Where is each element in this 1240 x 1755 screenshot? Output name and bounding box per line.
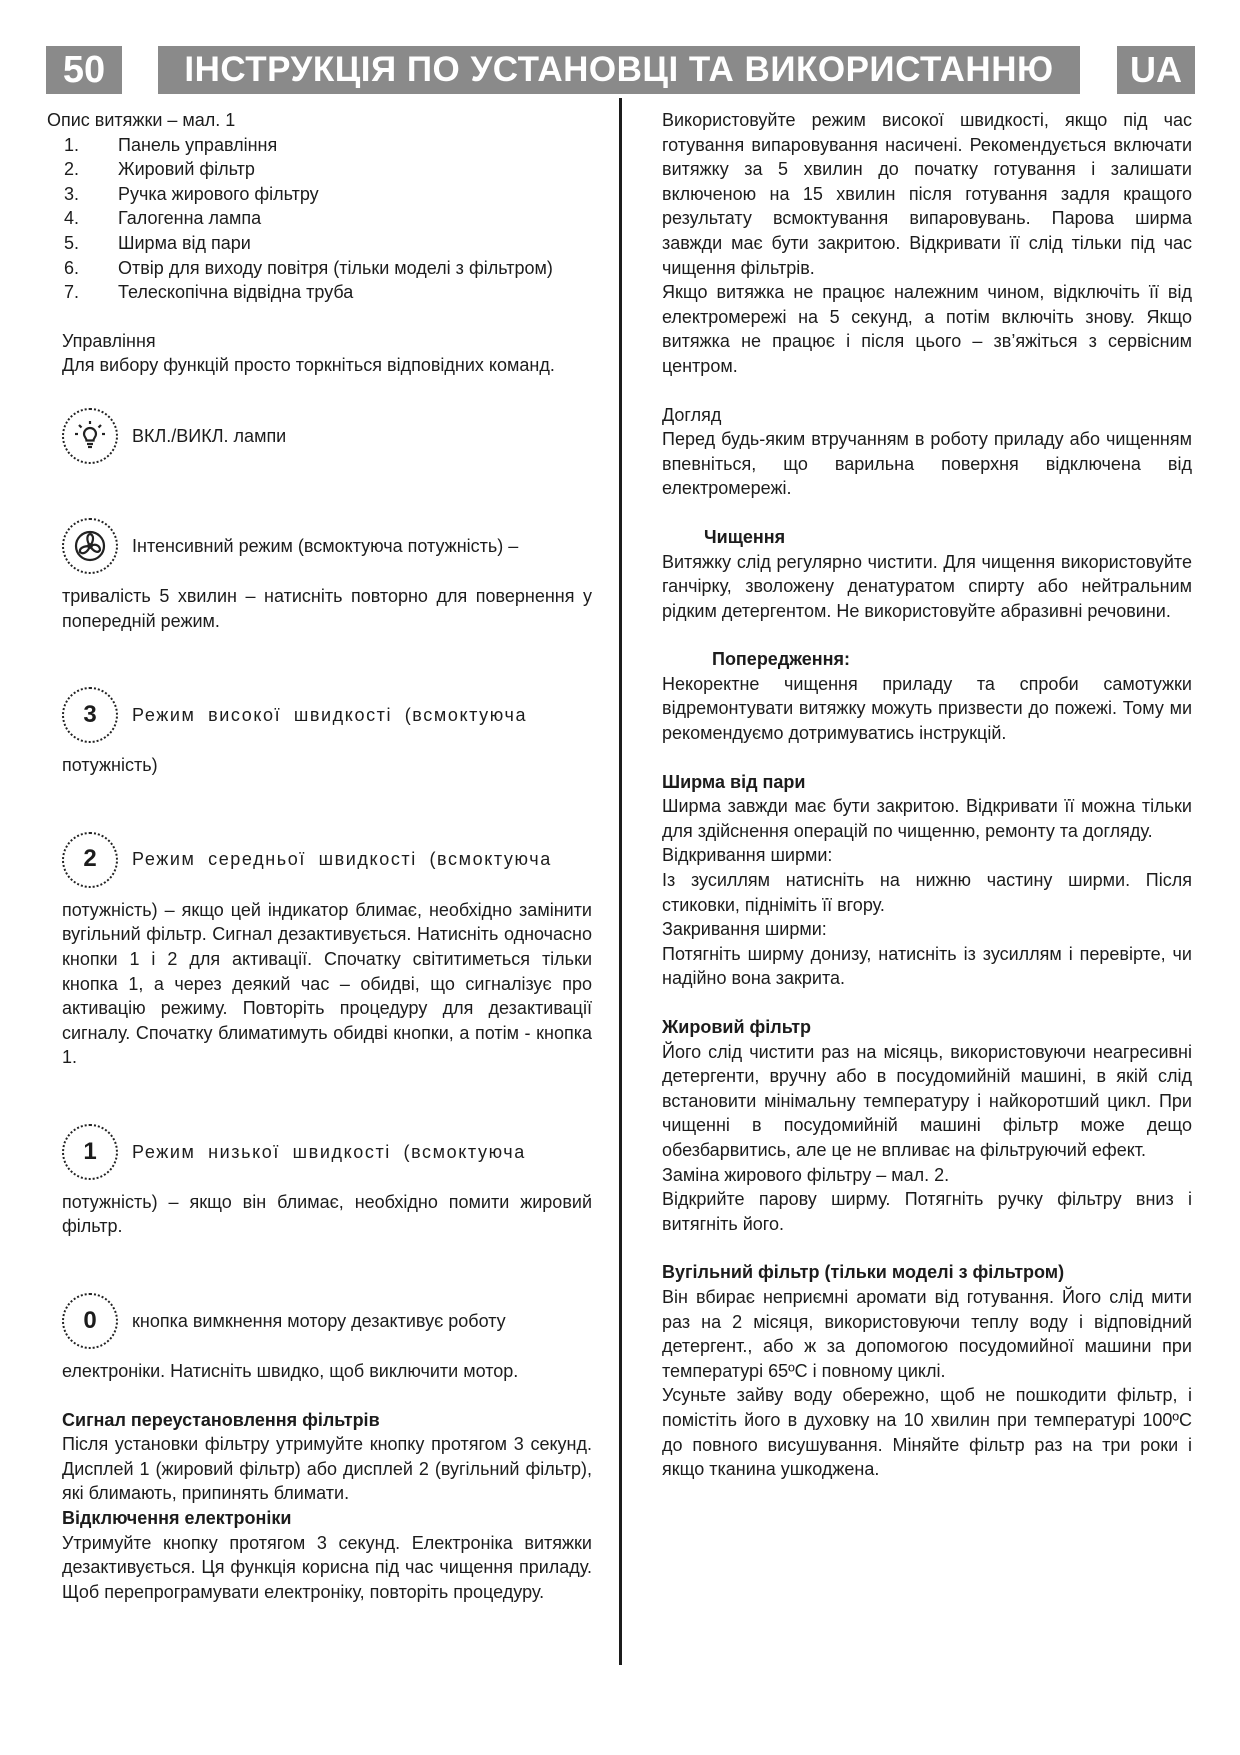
care-title: Догляд xyxy=(662,404,722,425)
item-text: Галогенна лампа xyxy=(118,208,262,229)
electronics-off-title: Відключення електроніки xyxy=(62,1508,292,1529)
warning-text: Некоректне чищення приладу та спроби самотужки відремонтувати витяжку можуть призвести до пожежі. Тому ми рекомендуємо дотримуватись інструкцій. xyxy=(662,673,1192,744)
grease-filter-text: Його слід чистити раз на місяць, використовуючи неагресивні детергенти, вручну або в посудомийній машині, в якій слід встановити мінімальну температуру і найкоротший цикл. При чищенні в посудомийній машині фільтр може дещо обезбарвитись, але це не впливає на фільтруючий ефект. xyxy=(662,1041,1192,1160)
carbon-filter-text-2: Усуньте зайву воду обережно, щоб не пошкодити фільтр, і помістіть його в духовку на 10 хвилин при температурі 100ºC до повного висушування. Міняйте фільтр раз на три роки і якщо тканина ушкоджена. xyxy=(662,1385,1192,1480)
lamp-control xyxy=(62,408,592,464)
list-item xyxy=(62,133,592,158)
speed-1-label: Режим низької швидкості (всмоктуюча xyxy=(132,1141,526,1162)
filter-reset-title: Сигнал переустановлення фільтрів xyxy=(62,1409,380,1430)
speed-1-control xyxy=(62,1124,592,1180)
item-number: 2. xyxy=(64,159,80,180)
screen-close-title: Закривання ширми: xyxy=(662,919,827,940)
lamp-label: ВКЛ./ВИКЛ. лампи xyxy=(132,425,287,446)
lamp-icon xyxy=(62,408,118,464)
item-text: Телескопічна відвідна труба xyxy=(118,282,354,303)
screen-open-title: Відкривання ширми: xyxy=(662,845,833,866)
button-2-icon: 2 xyxy=(62,832,118,888)
speed-2-control xyxy=(62,832,592,888)
carbon-filter-title: Вугільний фільтр (тільки моделі з фільтром) xyxy=(662,1262,1065,1283)
item-number: 7. xyxy=(64,282,80,303)
intensive-description: тривалість 5 хвилин – натисніть повторно для повернення у попередній режим. xyxy=(62,585,592,631)
item-text: Жировий фільтр xyxy=(118,159,255,180)
filter-replace-text: Відкрийте парову ширму. Потягніть ручку фільтру вниз і витягніть його. xyxy=(662,1189,1192,1234)
speed-1-description: потужність) – якщо він блимає, необхідно помити жировий фільтр. xyxy=(62,1191,592,1237)
steam-screen-title: Ширма від пари xyxy=(662,771,806,792)
speed-3-description: потужність) xyxy=(62,755,158,776)
left-column xyxy=(47,108,592,1604)
parts-list xyxy=(62,133,592,305)
item-text: Панель управління xyxy=(118,134,278,155)
right-column xyxy=(662,108,1192,1482)
speed-2-description: потужність) – якщо цей індикатор блимає, необхідно замінити вугільний фільтр. Сигнал дезактивується. Натисніть одночасно кнопки 1 і 2 для активації. Спочатку світитиметься тільки кнопка 1, а через деякий час – обидві, що сигналізує про активацію режиму. Повторіть процедуру для дезактивації сигналу. Спочатку блиматимуть обидві кнопки, а потім - кнопка 1. xyxy=(62,899,592,1068)
carbon-filter-text: Він вбирає неприємні аромати від готування. Його слід мити раз на 2 місяця, використовуючи теплу воду і відповідний детергент., або ж за допомогою посудомийної машини при температурі 65ºC і повному циклі. xyxy=(662,1286,1192,1381)
list-item xyxy=(62,231,592,256)
care-text: Перед будь-яким втручанням в роботу приладу або чищенням впевніться, що варильна поверхня відключена від електромережі. xyxy=(662,429,1192,499)
grease-filter-title: Жировий фільтр xyxy=(662,1017,812,1037)
button-3-icon: 3 xyxy=(62,687,118,743)
steam-screen-text: Ширма завжди має бути закритою. Відкривати її можна тільки для здійснення операцій по чищенню, ремонту та догляду. xyxy=(662,796,1192,841)
motor-off-description: електроніки. Натисніть швидко, щоб виключити мотор. xyxy=(62,1361,519,1382)
language-badge: UA xyxy=(1117,46,1195,94)
list-item xyxy=(62,206,592,231)
intensive-label: Інтенсивний режим (всмоктуюча потужність) – xyxy=(132,535,519,556)
description-title: Опис витяжки – мал. 1 xyxy=(47,110,236,130)
cleaning-title: Чищення xyxy=(704,526,786,547)
item-number: 6. xyxy=(64,257,80,278)
page-title: ІНСТРУКЦІЯ ПО УСТАНОВЦІ ТА ВИКОРИСТАННЮ xyxy=(158,46,1080,94)
warning-title: Попередження: xyxy=(712,649,851,670)
filter-reset-text: Після установки фільтру утримуйте кнопку протягом 3 секунд. Дисплей 1 (жировий фільтр) або дисплей 2 (вугільний фільтр), які блимають, припинять блимати. xyxy=(62,1434,592,1504)
troubleshoot-paragraph: Якщо витяжка не працює належним чином, відключіть її від електромережі на 5 секунд, а потім включіть знову. Якщо витяжка не працює і після цього – зв’яжіться з сервісним центром. xyxy=(662,282,1192,376)
screen-open-text: Із зусиллям натисніть на нижню частину ширми. Після стиковки, підніміть її вгору. xyxy=(662,870,1192,915)
item-number: 3. xyxy=(64,183,80,204)
speed-3-control xyxy=(62,687,592,743)
item-text: Ширма від пари xyxy=(118,232,251,253)
electronics-off-text: Утримуйте кнопку протягом 3 секунд. Електроніка витяжки дезактивується. Ця функція корисна під час чищення приладу. Щоб перепрограмувати електроніку, повторіть процедуру. xyxy=(62,1532,592,1602)
list-item xyxy=(62,280,592,305)
control-title: Управління xyxy=(62,330,156,351)
control-text: Для вибору функцій просто торкніться відповідних команд. xyxy=(62,355,555,376)
cleaning-text: Витяжку слід регулярно чистити. Для чищення використовуйте ганчірку, зволожену денатуратом спирту або нейтральним рідким детергентом. Не використовуйте абразивні речовини. xyxy=(662,551,1192,621)
filter-replace-title: Заміна жирового фільтру – мал. 2. xyxy=(662,1164,950,1185)
button-1-icon: 1 xyxy=(62,1124,118,1180)
motor-off-label: кнопка вимкнення мотору дезактивує роботу xyxy=(132,1310,506,1331)
speed-3-label: Режим високої швидкості (всмоктуюча xyxy=(132,704,528,725)
list-item xyxy=(62,157,592,182)
button-0-icon: 0 xyxy=(62,1293,118,1349)
motor-off-control xyxy=(62,1293,592,1349)
page-number: 50 xyxy=(46,46,122,94)
screen-close-text: Потягніть ширму донизу, натисніть із зусиллям і перевірте, чи надійно вона закрита. xyxy=(662,943,1192,989)
intensive-control xyxy=(62,518,592,574)
item-text: Ручка жирового фільтру xyxy=(118,183,319,204)
item-number: 1. xyxy=(64,134,80,155)
item-number: 4. xyxy=(64,208,80,229)
list-item xyxy=(62,182,592,207)
column-divider xyxy=(619,98,622,1665)
item-text: Отвір для виходу повітря (тільки моделі з фільтром) xyxy=(118,257,553,278)
usage-paragraph: Використовуйте режим високої швидкості, якщо під час готування випаровування насичені. Рекомендується включати витяжку за 5 хвилин до початку готування і залишати включеною на 15 хвилин після готування задля кращого результату всмоктування випаровувань. Парова ширма завжди має бути закритою. Відкривати її слід тільки під час чищення фільтрів. xyxy=(662,110,1192,278)
item-number: 5. xyxy=(64,232,80,253)
list-item xyxy=(62,256,592,281)
fan-icon xyxy=(62,518,118,574)
speed-2-label: Режим середньої швидкості (всмоктуюча xyxy=(132,849,552,870)
